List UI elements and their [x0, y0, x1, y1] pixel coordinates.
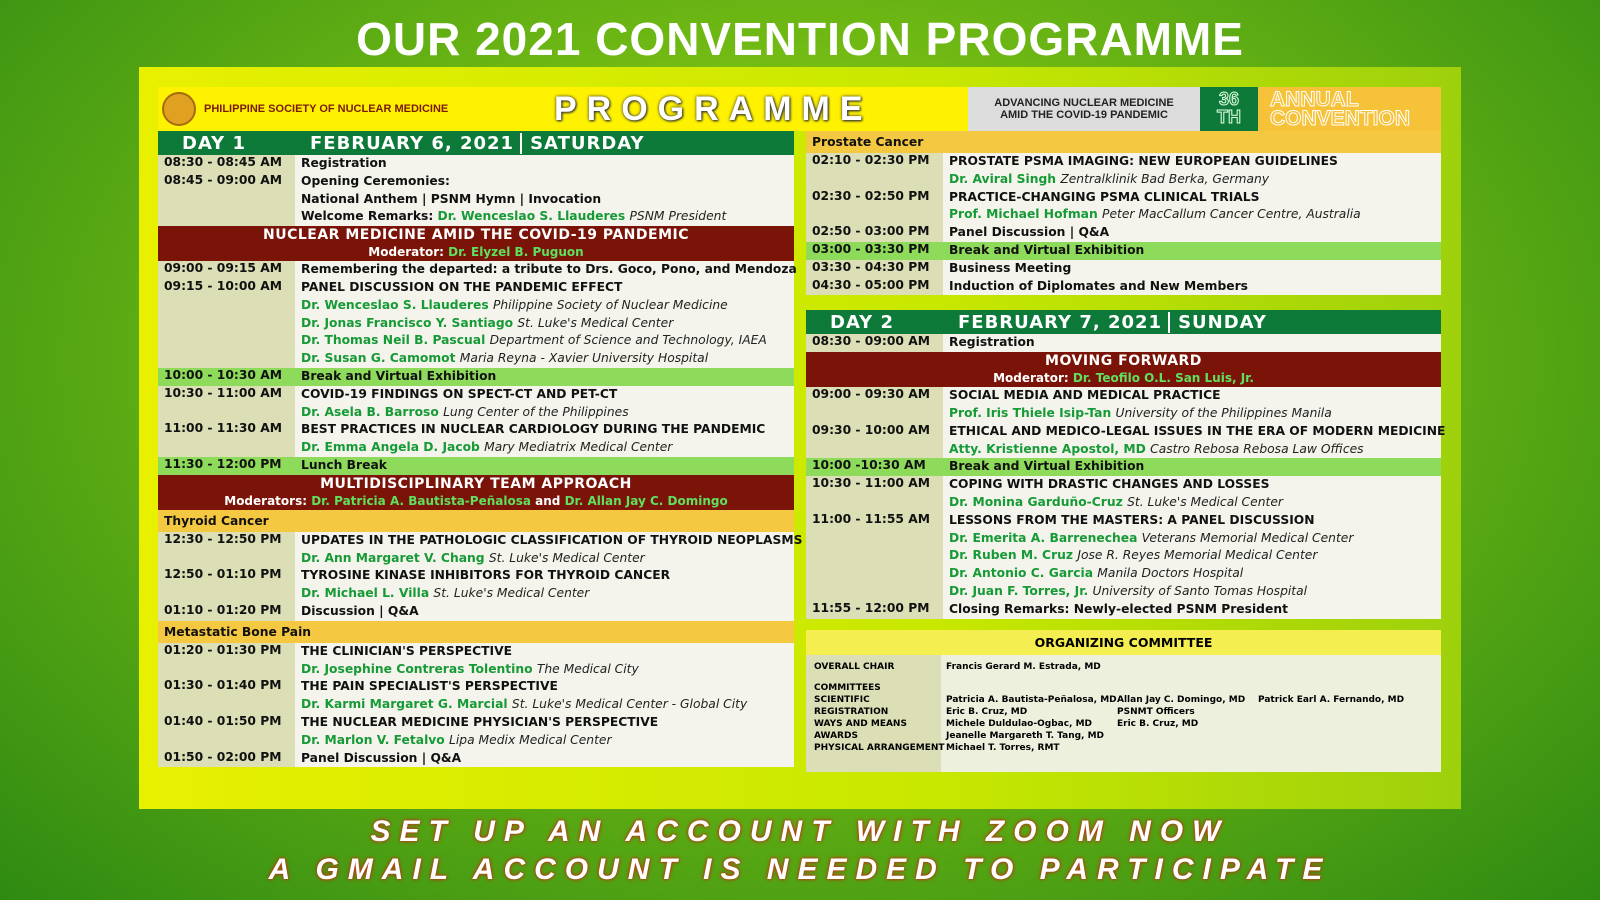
- session-text: Induction of Diplomates and New Members: [949, 278, 1248, 293]
- schedule-row: [806, 334, 1441, 352]
- session-text: Break and Virtual Exhibition: [949, 459, 1145, 474]
- committee-member: Michele Duldulao-Ogbac, MD: [946, 719, 1093, 729]
- time-slot: 01:20 - 01:30 PM: [158, 643, 295, 679]
- schedule-row: [806, 512, 1441, 601]
- speaker-name: Dr. Marlon V. Fetalvo: [301, 732, 445, 747]
- time-slot: 01:10 - 01:20 PM: [158, 603, 295, 621]
- content-line: [301, 332, 794, 350]
- content-line: [301, 173, 794, 191]
- session-content: [943, 476, 1441, 512]
- content-line: [949, 171, 1441, 189]
- session-text: National Anthem | PSNM Hymn | Invocation: [301, 191, 602, 206]
- content-line: [949, 153, 1441, 171]
- schedule-row: [806, 387, 1441, 423]
- schedule-row: [158, 531, 803, 568]
- right-column: [806, 131, 1446, 619]
- moderator-name: Dr. Allan Jay C. Domingo: [564, 493, 728, 508]
- schedule-row: [158, 678, 794, 714]
- content-line: [949, 278, 1441, 296]
- speaker-affiliation: PSNM President: [629, 209, 727, 224]
- content-line: [949, 494, 1441, 512]
- schedule-row: [806, 601, 1441, 619]
- content-line: [301, 386, 794, 404]
- session-content: [295, 603, 794, 621]
- session-content: [943, 242, 1441, 260]
- content-line: [301, 261, 797, 279]
- speaker-name: Prof. Iris Thiele Isip-Tan: [949, 405, 1112, 420]
- schedule-row: [806, 224, 1441, 242]
- content-line: [949, 189, 1441, 207]
- session-content: [943, 387, 1441, 423]
- session-text: SOCIAL MEDIA AND MEDICAL PRACTICE: [949, 388, 1221, 403]
- committee-label: AWARDS: [814, 731, 858, 741]
- theme-line: AMID THE COVID-19 PANDEMIC: [1000, 109, 1168, 121]
- committee-member: Patrick Earl A. Fernando, MD: [1258, 695, 1405, 705]
- schedule-row: [158, 750, 794, 768]
- time-slot: 08:30 - 08:45 AM: [158, 155, 295, 173]
- schedule-row: [158, 261, 797, 279]
- time-slot: 08:30 - 09:00 AM: [806, 334, 943, 352]
- session-text: TYROSINE KINASE INHIBITORS FOR THYROID CANCER: [301, 568, 671, 583]
- session-content: [943, 153, 1441, 189]
- time-slot: 09:00 - 09:30 AM: [806, 387, 943, 423]
- speaker-affiliation: Mary Mediatrix Medical Center: [484, 440, 673, 455]
- session-moderators: [806, 370, 1441, 386]
- session-content: [943, 224, 1441, 242]
- content-line: [301, 550, 802, 568]
- committee-member: Patricia A. Bautista-Peñalosa, MD: [946, 695, 1117, 705]
- speaker-name: Dr. Jonas Francisco Y. Santiago: [301, 315, 514, 330]
- overall-chair-name: Francis Gerard M. Estrada, MD: [946, 662, 1101, 672]
- time-slot: 02:10 - 02:30 PM: [806, 153, 943, 189]
- speaker-affiliation: Maria Reyna - Xavier University Hospital: [459, 351, 709, 366]
- speaker-name: Atty. Kristienne Apostol, MD: [949, 441, 1146, 456]
- content-line: [301, 350, 794, 368]
- speaker-name: Dr. Ruben M. Cruz: [949, 548, 1074, 563]
- session-text: Welcome Remarks:: [301, 209, 438, 224]
- schedule-row: [158, 421, 794, 457]
- theme-line: ADVANCING NUCLEAR MEDICINE: [994, 97, 1174, 109]
- content-line: [301, 714, 794, 732]
- speaker-affiliation: University of the Philippines Manila: [1115, 405, 1332, 420]
- content-line: [301, 585, 794, 603]
- day1-header: [158, 131, 794, 155]
- session-title: MULTIDISCIPLINARY TEAM APPROACH: [320, 475, 632, 492]
- speaker-name: Dr. Emma Angela D. Jacob: [301, 440, 480, 455]
- session-title: MOVING FORWARD: [1045, 353, 1202, 370]
- footer-line: SET UP AN ACCOUNT WITH ZOOM NOW: [370, 815, 1230, 848]
- session-content: [943, 334, 1441, 352]
- footer-notice: [0, 813, 1600, 889]
- committee-member: Allan Jay C. Domingo, MD: [1117, 695, 1246, 705]
- time-slot: 01:40 - 01:50 PM: [158, 714, 295, 750]
- content-line: [301, 279, 794, 297]
- session-content: [943, 458, 1441, 476]
- committee-label: SCIENTIFIC: [814, 695, 870, 705]
- speaker-name: Prof. Michael Hofman: [949, 207, 1098, 222]
- content-line: [949, 206, 1441, 224]
- speaker-affiliation: St. Luke's Medical Center - Global City: [511, 697, 748, 712]
- session-moderators: [158, 493, 794, 509]
- session-text: Discussion | Q&A: [301, 603, 419, 618]
- moderator-name: Dr. Patricia A. Bautista-Peñalosa: [311, 493, 531, 508]
- schedule-row: [158, 155, 794, 173]
- footer-line: A GMAIL ACCOUNT IS NEEDED TO PARTICIPATE: [268, 853, 1332, 886]
- day1-schedule: [158, 155, 803, 767]
- session-header: [158, 226, 794, 261]
- convention-text: CONVENTION: [1270, 107, 1411, 130]
- committees-label: COMMITTEES: [814, 683, 881, 693]
- session-content: [295, 261, 797, 279]
- time-slot: 12:50 - 01:10 PM: [158, 567, 295, 603]
- session-content: [295, 567, 794, 603]
- speaker-affiliation: St. Luke's Medical Center: [517, 315, 674, 330]
- speaker-affiliation: University of Santo Tomas Hospital: [1092, 583, 1308, 598]
- session-text: Registration: [949, 335, 1035, 350]
- programme-header: [158, 87, 1441, 131]
- time-slot: 01:30 - 01:40 PM: [158, 678, 295, 714]
- day-label: DAY 1: [182, 132, 246, 154]
- content-line: [301, 532, 802, 550]
- content-line: [949, 224, 1441, 242]
- content-line: [949, 476, 1441, 494]
- session-text: PROSTATE PSMA IMAGING: NEW EUROPEAN GUIDELINES: [949, 154, 1338, 168]
- schedule-row: [806, 476, 1441, 512]
- session-content: [943, 601, 1441, 619]
- time-slot: 10:30 - 11:00 AM: [806, 476, 943, 512]
- speaker-name: Dr. Ann Margaret V. Chang: [301, 550, 485, 565]
- day2-schedule: [806, 334, 1446, 618]
- schedule-row: [158, 567, 794, 603]
- session-content: [943, 278, 1441, 296]
- moderator-label: Moderators:: [224, 493, 312, 508]
- time-slot: 11:30 - 12:00 PM: [158, 457, 295, 475]
- moderator-name: Dr. Teofilo O.L. San Luis, Jr.: [1072, 371, 1254, 386]
- committee-label: PHYSICAL ARRANGEMENT: [814, 743, 945, 753]
- break-row: [806, 242, 1441, 260]
- session-text: THE PAIN SPECIALIST'S PERSPECTIVE: [301, 679, 558, 694]
- session-text: LESSONS FROM THE MASTERS: A PANEL DISCUSSION: [949, 512, 1315, 527]
- moderator-joiner: and: [530, 493, 565, 508]
- speaker-affiliation: St. Luke's Medical Center: [1127, 494, 1283, 509]
- session-content: [295, 714, 794, 750]
- speaker-affiliation: St. Luke's Medical Center: [488, 550, 645, 565]
- content-line: [949, 530, 1441, 548]
- time-slot: 03:30 - 04:30 PM: [806, 260, 943, 278]
- speaker-name: Dr. Susan G. Camomot: [301, 351, 456, 366]
- speaker-name: Dr. Antonio C. Garcia: [949, 566, 1094, 581]
- session-text: Opening Ceremonies:: [301, 173, 450, 188]
- content-line: [301, 421, 794, 439]
- committee-member: Michael T. Torres, RMT: [946, 743, 1060, 753]
- content-line: [949, 601, 1441, 619]
- time-slot: 03:00 - 03:30 PM: [806, 242, 943, 260]
- speaker-affiliation: Zentralklinik Bad Berka, Germany: [1060, 171, 1270, 186]
- day1-afternoon-schedule: [806, 131, 1441, 295]
- speaker-affiliation: The Medical City: [536, 661, 639, 676]
- convention-theme: [968, 87, 1200, 131]
- content-line: [949, 547, 1441, 565]
- committee-member: Jeanelle Margareth T. Tang, MD: [946, 731, 1105, 741]
- schedule-row: [806, 260, 1441, 278]
- edition-number: 36: [1218, 89, 1240, 109]
- programme-heading: PROGRAMME: [554, 89, 873, 128]
- content-line: [949, 565, 1441, 583]
- content-line: [301, 678, 794, 696]
- session-title: NUCLEAR MEDICINE AMID THE COVID-19 PANDEMIC: [263, 227, 689, 244]
- content-line: [301, 404, 794, 422]
- speaker-name: Dr. Wenceslao S. Llauderes: [437, 209, 626, 224]
- schedule-row: [158, 643, 794, 679]
- day1-column: [158, 131, 803, 767]
- speaker-name: Dr. Monina Garduño-Cruz: [949, 494, 1123, 509]
- time-slot: 10:00 -10:30 AM: [806, 458, 943, 476]
- session-text: Business Meeting: [949, 260, 1072, 275]
- speaker-affiliation: St. Luke's Medical Center: [433, 586, 590, 601]
- time-slot: 10:30 - 11:00 AM: [158, 386, 295, 422]
- category-header: Prostate Cancer: [806, 131, 1441, 153]
- time-slot: 11:55 - 12:00 PM: [806, 601, 943, 619]
- speaker-name: Dr. Asela B. Barroso: [301, 404, 439, 419]
- session-content: [295, 678, 794, 714]
- content-line: [301, 603, 794, 621]
- session-text: Lunch Break: [301, 457, 387, 472]
- speaker-affiliation: Lung Center of the Philippines: [443, 404, 629, 419]
- session-content: [295, 368, 794, 386]
- session-text: BEST PRACTICES IN NUCLEAR CARDIOLOGY DURING THE PANDEMIC: [301, 422, 766, 437]
- content-line: [949, 458, 1441, 476]
- content-line: [949, 512, 1441, 530]
- time-slot: 02:30 - 02:50 PM: [806, 189, 943, 225]
- schedule-row: [158, 714, 794, 750]
- schedule-row: [806, 189, 1441, 225]
- programme-panel: [139, 67, 1461, 809]
- society-seal-logo: [162, 92, 196, 126]
- committee-member: Eric B. Cruz, MD: [946, 707, 1028, 717]
- session-text: THE CLINICIAN'S PERSPECTIVE: [301, 643, 513, 658]
- moderator-name: Dr. Elyzel B. Puguon: [448, 245, 584, 260]
- time-slot: 09:30 - 10:00 AM: [806, 423, 943, 459]
- category-header: Thyroid Cancer: [158, 510, 794, 532]
- session-text: Break and Virtual Exhibition: [301, 368, 497, 383]
- session-text: ETHICAL AND MEDICO-LEGAL ISSUES IN THE ERA OF MODERN MEDICINE: [949, 423, 1446, 438]
- society-name: PHILIPPINE SOCIETY OF NUCLEAR MEDICINE: [204, 103, 449, 115]
- content-line: [301, 191, 794, 209]
- session-content: [295, 643, 794, 679]
- time-slot: 01:50 - 02:00 PM: [158, 750, 295, 768]
- session-content: [943, 189, 1441, 225]
- break-row: [158, 457, 794, 475]
- content-line: [301, 208, 794, 226]
- schedule-row: [158, 173, 794, 226]
- schedule-row: [158, 386, 794, 422]
- speaker-name: Dr. Aviral Singh: [949, 171, 1057, 186]
- content-line: [949, 583, 1441, 601]
- time-slot: 09:15 - 10:00 AM: [158, 279, 295, 368]
- session-text: Remembering the departed: a tribute to Drs. Goco, Pono, and Mendoza: [301, 262, 797, 277]
- organizing-committee: [806, 630, 1441, 772]
- speaker-name: Dr. Karmi Margaret G. Marcial: [301, 697, 508, 712]
- speaker-affiliation: Veterans Memorial Medical Center: [1141, 530, 1354, 545]
- session-text: COVID-19 FINDINGS ON SPECT-CT AND PET-CT: [301, 386, 618, 401]
- speaker-name: Dr. Thomas Neil B. Pascual: [301, 333, 486, 348]
- schedule-row: [158, 279, 794, 368]
- content-line: [949, 334, 1441, 352]
- session-header: [158, 475, 794, 510]
- overall-chair-label: OVERALL CHAIR: [814, 662, 895, 672]
- edition-suffix: TH: [1217, 107, 1241, 127]
- edition-badge: [1200, 87, 1258, 131]
- annual-convention-label: [1258, 87, 1441, 131]
- committee-label: REGISTRATION: [814, 707, 889, 717]
- session-content: [295, 532, 802, 568]
- session-moderators: [158, 244, 794, 260]
- committee-member: PSNMT Officers: [1117, 707, 1195, 717]
- content-line: [949, 387, 1441, 405]
- session-content: [943, 512, 1441, 601]
- break-row: [158, 368, 794, 386]
- schedule-row: [158, 603, 794, 621]
- speaker-name: Dr. Emerita A. Barrenechea: [949, 530, 1138, 545]
- break-row: [806, 458, 1441, 476]
- content-line: [949, 423, 1445, 441]
- content-line: [301, 567, 794, 585]
- content-line: [301, 696, 794, 714]
- time-slot: 09:00 - 09:15 AM: [158, 261, 295, 279]
- speaker-affiliation: Department of Science and Technology, IAEA: [489, 333, 767, 348]
- session-text: PANEL DISCUSSION ON THE PANDEMIC EFFECT: [301, 279, 623, 294]
- content-line: [301, 368, 794, 386]
- moderator-label: Moderator:: [993, 371, 1073, 386]
- session-content: [295, 386, 794, 422]
- schedule-row: [806, 278, 1441, 296]
- session-text: PRACTICE-CHANGING PSMA CLINICAL TRIALS: [949, 189, 1260, 204]
- content-line: [301, 315, 794, 333]
- speaker-affiliation: Jose R. Reyes Memorial Medical Center: [1077, 548, 1318, 563]
- session-text: Registration: [301, 156, 387, 170]
- schedule-row: [806, 153, 1441, 189]
- session-text: Panel Discussion | Q&A: [949, 225, 1110, 240]
- session-content: [295, 173, 794, 226]
- session-text: Break and Virtual Exhibition: [949, 242, 1145, 257]
- session-text: THE NUCLEAR MEDICINE PHYSICIAN'S PERSPECTIVE: [301, 714, 659, 729]
- committee-member: Eric B. Cruz, MD: [1117, 719, 1199, 729]
- speaker-name: Dr. Juan F. Torres, Jr.: [949, 583, 1089, 598]
- day-date: FEBRUARY 7, 2021: [936, 312, 1170, 333]
- content-line: [301, 750, 794, 768]
- time-slot: 02:50 - 03:00 PM: [806, 224, 943, 242]
- committee-title: ORGANIZING COMMITTEE: [806, 630, 1441, 655]
- session-content: [943, 423, 1445, 459]
- content-line: [301, 661, 794, 679]
- content-line: [949, 441, 1445, 459]
- speaker-affiliation: Philippine Society of Nuclear Medicine: [492, 297, 728, 312]
- content-line: [301, 732, 794, 750]
- time-slot: 10:00 - 10:30 AM: [158, 368, 295, 386]
- content-line: [949, 242, 1441, 260]
- content-line: [301, 297, 794, 315]
- moderator-label: Moderator:: [368, 245, 449, 260]
- session-content: [943, 260, 1441, 278]
- speaker-affiliation: Manila Doctors Hospital: [1097, 566, 1244, 581]
- content-line: [949, 260, 1441, 278]
- day-weekday: SATURDAY: [530, 132, 645, 154]
- session-content: [295, 279, 794, 368]
- session-text: Closing Remarks: Newly-elected PSNM President: [949, 601, 1288, 616]
- session-content: [295, 155, 794, 173]
- speaker-name: Dr. Michael L. Villa: [301, 586, 430, 601]
- session-text: Panel Discussion | Q&A: [301, 750, 462, 765]
- category-header: Metastatic Bone Pain: [158, 621, 794, 643]
- time-slot: 04:30 - 05:00 PM: [806, 278, 943, 296]
- speaker-affiliation: Peter MacCallum Cancer Centre, Australia: [1102, 207, 1361, 222]
- speaker-name: Dr. Josephine Contreras Tolentino: [301, 661, 533, 676]
- day2-header: [806, 310, 1441, 334]
- content-line: [301, 457, 794, 475]
- content-line: [301, 439, 794, 457]
- content-line: [949, 405, 1441, 423]
- speaker-affiliation: Lipa Medix Medical Center: [449, 732, 612, 747]
- content-line: [301, 643, 794, 661]
- time-slot: 11:00 - 11:30 AM: [158, 421, 295, 457]
- session-header: [806, 352, 1441, 387]
- day-date: FEBRUARY 6, 2021: [288, 133, 522, 154]
- session-text: COPING WITH DRASTIC CHANGES AND LOSSES: [949, 477, 1270, 492]
- schedule-row: [806, 422, 1446, 459]
- session-content: [295, 457, 794, 475]
- time-slot: 11:00 - 11:55 AM: [806, 512, 943, 601]
- session-content: [295, 421, 794, 457]
- annual-text: ANNUAL: [1270, 88, 1359, 111]
- time-slot: 08:45 - 09:00 AM: [158, 173, 295, 226]
- day-weekday: SUNDAY: [1178, 311, 1267, 333]
- day-label: DAY 2: [830, 311, 894, 333]
- speaker-name: Dr. Wenceslao S. Llauderes: [301, 297, 489, 312]
- session-content: [295, 750, 794, 768]
- session-text: UPDATES IN THE PATHOLOGIC CLASSIFICATION OF THYROID NEOPLASMS: [301, 532, 803, 547]
- content-line: [301, 155, 794, 173]
- committee-label: WAYS AND MEANS: [814, 719, 907, 729]
- speaker-affiliation: Castro Rebosa Rebosa Law Offices: [1150, 441, 1364, 456]
- page-title: OUR 2021 CONVENTION PROGRAMME: [356, 13, 1244, 65]
- time-slot: 12:30 - 12:50 PM: [158, 532, 295, 568]
